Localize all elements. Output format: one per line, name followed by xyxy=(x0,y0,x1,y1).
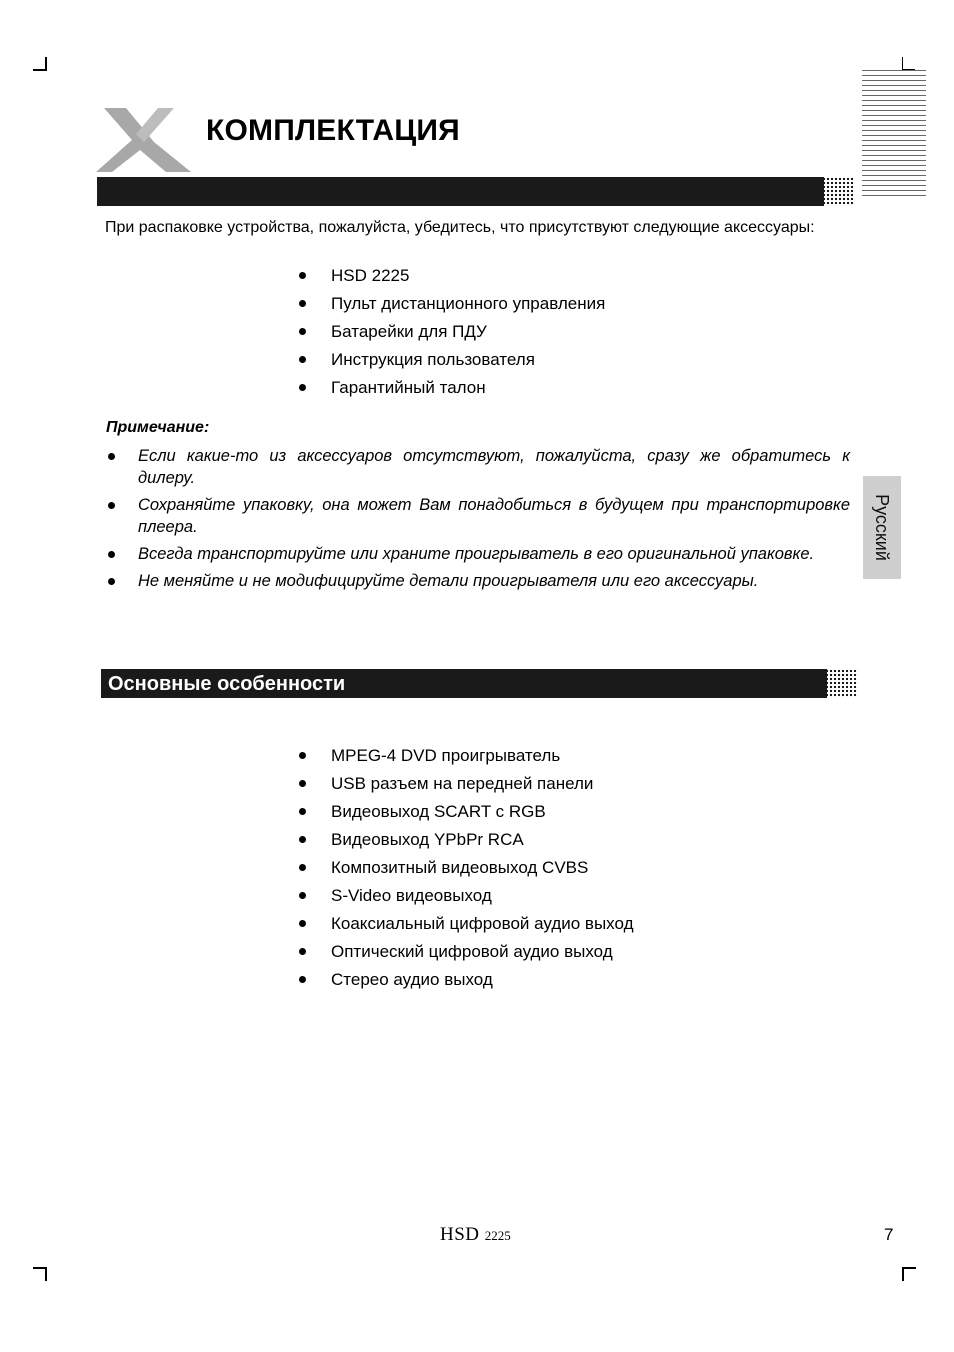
footer-model-logo xyxy=(440,1224,511,1246)
note-item: Если какие-то из аксессуаров отсутствуют, пожалуйста, сразу же обратитесь к дилеру. xyxy=(106,445,850,489)
list-item: Композитный видеовыход CVBS xyxy=(297,854,634,882)
list-item: Оптический цифровой аудио выход xyxy=(297,938,634,966)
list-item: HSD 2225 xyxy=(297,262,605,290)
page-number: 7 xyxy=(884,1225,894,1244)
list-item: Коаксиальный цифровой аудио выход xyxy=(297,910,634,938)
list-item: Батарейки для ПДУ xyxy=(297,318,605,346)
language-tab xyxy=(863,476,901,579)
dot-pattern-decoration xyxy=(825,669,858,698)
crop-mark-top-left xyxy=(33,57,47,71)
list-item: MPEG-4 DVD проигрыватель xyxy=(297,742,634,770)
list-item: Видеовыход YPbPr RCA xyxy=(297,826,634,854)
section-title: Основные особенности xyxy=(108,673,346,695)
stripes-decoration xyxy=(862,70,926,200)
dot-pattern-decoration xyxy=(822,177,855,206)
intro-text: При распаковке устройства, пожалуйста, убедитесь, что присутствуют следующие аксессуары: xyxy=(105,219,815,236)
list-item: Гарантийный талон xyxy=(297,374,605,402)
list-item: Видеовыход SCART с RGB xyxy=(297,798,634,826)
notes-list xyxy=(106,445,850,597)
list-item: Инструкция пользователя xyxy=(297,346,605,374)
footer-model-letters: HSD xyxy=(440,1224,480,1245)
section-bar xyxy=(97,177,824,206)
accessories-list xyxy=(297,262,605,402)
list-item: USB разъем на передней панели xyxy=(297,770,634,798)
list-item: Пульт дистанционного управления xyxy=(297,290,605,318)
language-tab-label: Русский xyxy=(872,494,893,561)
crop-mark-bottom-left xyxy=(33,1267,47,1281)
list-item: S-Video видеовыход xyxy=(297,882,634,910)
crop-mark-top-right xyxy=(902,57,915,70)
footer-model-number: 2225 xyxy=(484,1228,511,1243)
x-logo-icon xyxy=(96,104,196,176)
crop-mark-bottom-right xyxy=(902,1267,916,1281)
note-item: Сохраняйте упаковку, она может Вам понадобиться в будущем при транспортировке плеера. xyxy=(106,494,850,538)
note-item: Не меняйте и не модифицируйте детали проигрывателя или его аксессуары. xyxy=(106,570,850,592)
note-item: Всегда транспортируйте или храните проигрыватель в его оригинальной упаковке. xyxy=(106,543,850,565)
note-heading: Примечание: xyxy=(106,419,210,436)
features-list xyxy=(297,742,634,994)
list-item: Стерео аудио выход xyxy=(297,966,634,994)
page-title: КОМПЛЕКТАЦИЯ xyxy=(206,114,460,147)
